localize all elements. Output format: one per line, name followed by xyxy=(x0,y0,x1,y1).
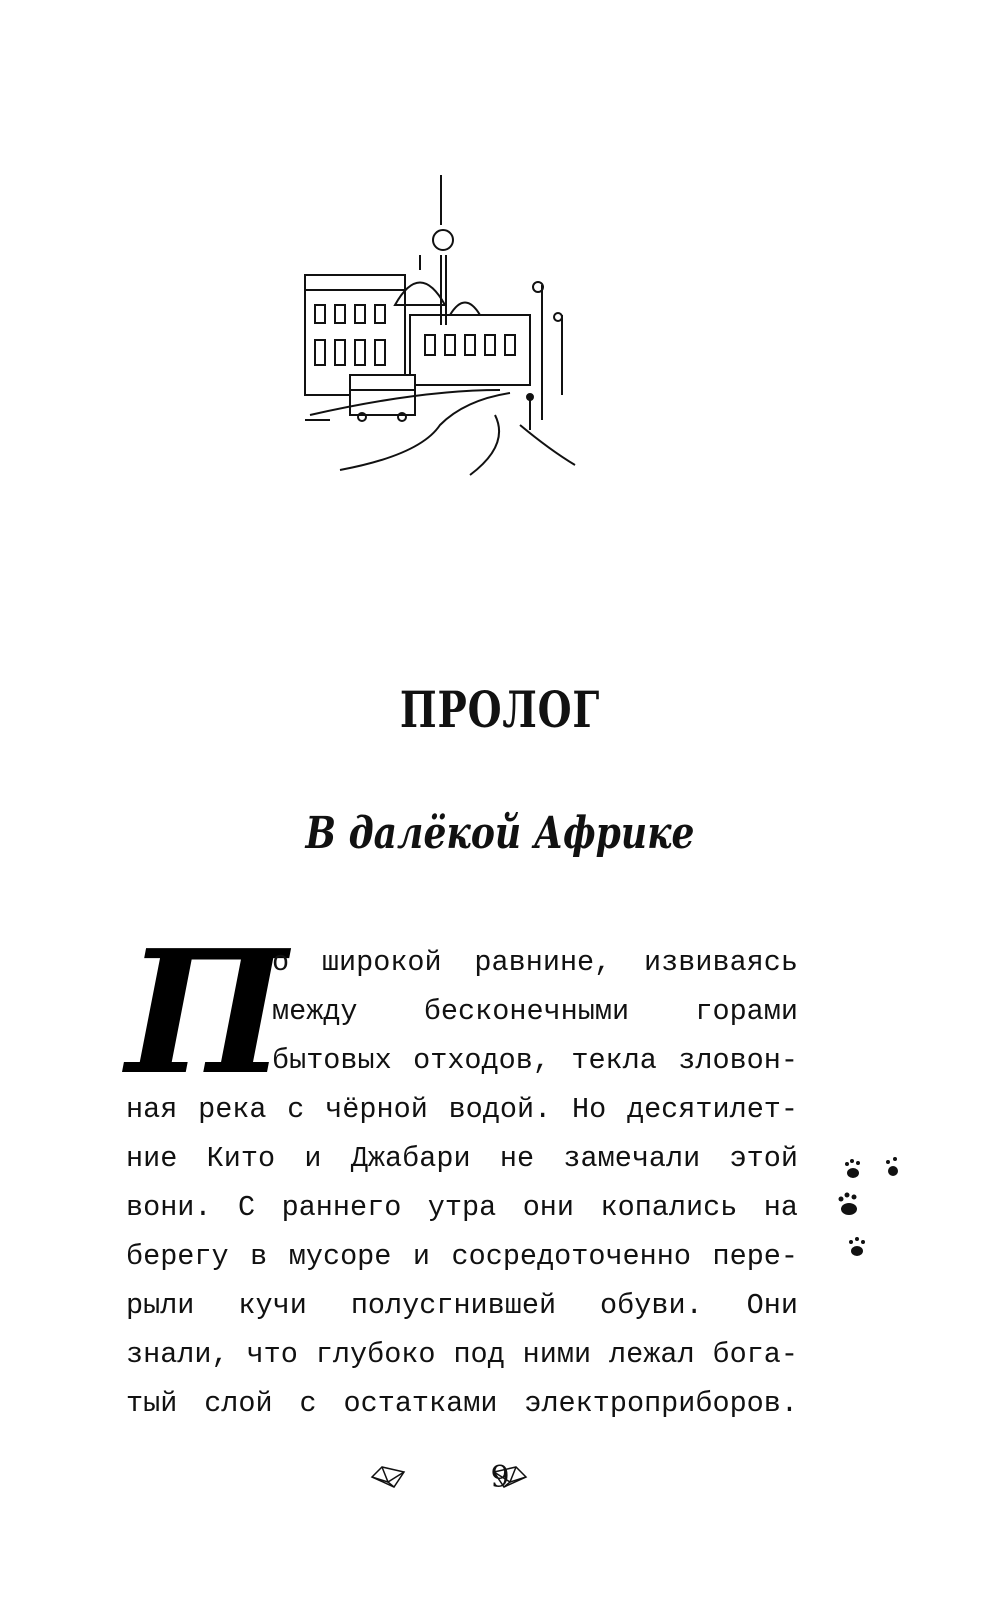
city-street-illustration-icon xyxy=(300,175,600,495)
body-line: рыли кучи полусгнившей обуви. Они xyxy=(126,1289,798,1322)
body-line: о широкой равнине, извиваясь xyxy=(272,946,798,979)
drop-cap: П xyxy=(126,913,287,1113)
body-line: вони. С раннего утра они копались на xyxy=(126,1191,798,1224)
body-line: бытовых отходов, текла зловон- xyxy=(272,1044,798,1077)
body-line: ная река с чёрной водой. Но десятилет- xyxy=(126,1093,798,1126)
chapter-subtitle: В далёкой Африке xyxy=(305,808,695,859)
page-number: 9 xyxy=(490,1460,510,1495)
chapter-title: ПРОЛОГ xyxy=(399,680,601,739)
body-line: ние Кито и Джабари не замечали этой xyxy=(126,1142,798,1175)
body-line: знали, что глубоко под ними лежал бога- xyxy=(126,1338,798,1371)
diamond-ornament-left-icon xyxy=(370,1464,406,1490)
body-line: между бесконечными горами xyxy=(272,995,798,1028)
diamond-ornament-right-icon xyxy=(492,1464,528,1490)
body-line: тый слой с остатками электроприборов. xyxy=(126,1387,798,1420)
body-text xyxy=(126,913,798,1428)
page-footer xyxy=(0,1458,1000,1498)
body-line: берегу в мусоре и сосредоточенно пере- xyxy=(126,1240,798,1273)
paw-prints-icon xyxy=(835,1155,935,1265)
